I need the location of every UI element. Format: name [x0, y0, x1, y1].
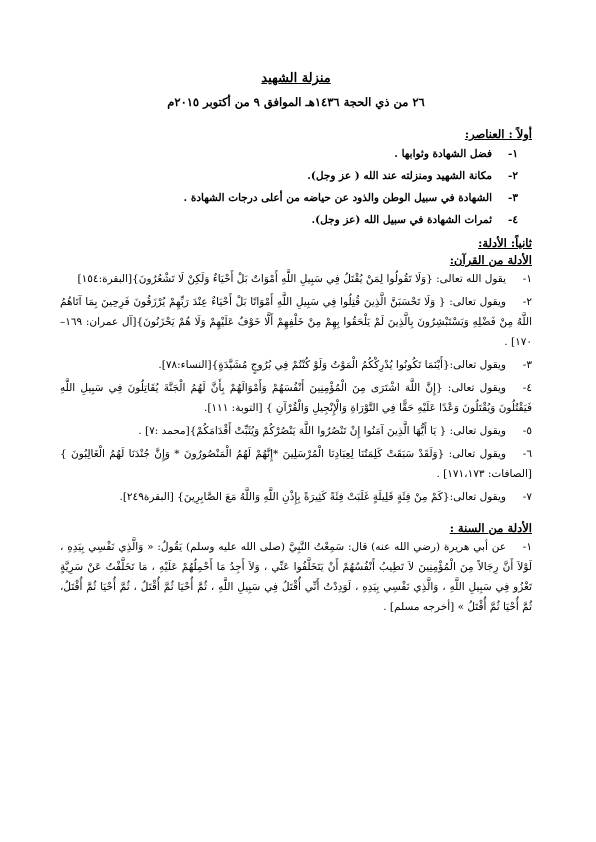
item-number: ٦-: [522, 448, 532, 460]
item-text: مكانة الشهيد ومنزلته عند الله ( عز وجل).: [307, 170, 492, 182]
item-number: ٥-: [522, 425, 532, 437]
item-number: ١-: [508, 148, 518, 160]
document-date: ٢٦ من ذي الحجة ١٤٣٦هـ الموافق ٩ من أكتوبر ٢٠١٥م: [167, 95, 425, 109]
sunnah-evidence-heading: الأدلة من السنة :: [449, 521, 532, 535]
item-text: فضل الشهادة وثوابها .: [394, 148, 492, 160]
item-text: ويقول تعالى: { يَا أَيُّهَا الَّذِينَ آمَنُوا إِنْ تَنْصُرُوا اللَّهَ يَنْصُرْكُمْ وَيُثَبِّتْ أَقْدَامَكُمْ}[محمد :٧] .: [138, 425, 506, 437]
item-text: ويقول تعالى: {إِنَّ اللَّهَ اشْتَرَى مِنَ الْمُؤْمِنِينَ أَنْفُسَهُمْ وَأَمْوَالَهُمْ بِأَنَّ لَهُمُ الْجَنَّةَ يُقَاتِلُونَ فِي سَبِيلِ اللَّهِ فَيَقْتُلُونَ وَيُقْتَلُونَ وَعْدًا عَلَيْهِ حَقًّا فِي التَّوْرَاةِ وَالْإِنْجِيلِ وَالْقُرْآنِ } [التوبة: ١١١].: [60, 382, 532, 414]
item-text: الشهادة في سبيل الوطن والذود عن حياضه من أعلى درجات الشهادة .: [183, 192, 492, 204]
item-number: ٣-: [522, 359, 532, 371]
item-number: ٤-: [508, 214, 518, 226]
quran-evidence-item: [60, 444, 532, 484]
list-item: [60, 169, 518, 184]
sunnah-evidence-item: [60, 537, 532, 617]
item-number: ١-: [522, 541, 532, 553]
elements-heading: أولاً : العناصر:: [464, 127, 532, 141]
item-number: ٧-: [522, 491, 532, 503]
item-text: عن أبي هريرة (رضي الله عنه) قال: سَمِعْتُ النَّبِيَّ (صلى الله عليه وسلم) يَقُولُ: « وَالَّذِي نَفْسِي بِيَدِهِ ، لَوْلاَ أَنَّ رِجَالاً مِنَ الْمُؤْمِنِينَ لاَ تَطِيبُ أَنْفُسُهُمْ أَنْ يَتَخَلَّفُوا عَنِّي ، وَلاَ أَجِدُ مَا أَحْمِلُهُمْ عَلَيْهِ ، مَا تَخَلَّفْتُ عَنْ سَرِيَّةٍ تَغْزُو فِي سَبِيلِ اللَّهِ ، وَالَّذِي نَفْسِي بِيَدِهِ ، لَوَدِدْتُ أَنِّي أُقْتَلُ فِي سَبِيلِ اللَّهِ ، ثُمَّ أُحْيَا ثُمَّ أُقْتَلُ ، ثُمَّ أُحْيَا ثُمَّ أُقْتَلُ، ثُمَّ أُحْيَا ثُمَّ أُقْتَلُ » [أخرجه مسلم] .: [60, 541, 532, 613]
item-number: ٢-: [508, 170, 518, 182]
quran-evidence-item: [60, 421, 532, 441]
list-item: [60, 213, 518, 228]
document-page: [60, 70, 532, 620]
item-text: ويقول تعالى:{أَيْنَمَا تَكُونُوا يُدْرِكْكُمُ الْمَوْتُ وَلَوْ كُنْتُمْ فِي بُرُوجٍ مُشَيَّدَةٍ}[النساء:٧٨].: [158, 359, 506, 371]
list-item: [60, 191, 518, 206]
quran-evidence-item: [60, 487, 532, 507]
quran-evidence-heading: الأدلة من القرآن:: [449, 253, 532, 267]
quran-evidence-item: [60, 292, 532, 352]
document-title: منزلة الشهيد: [261, 71, 331, 86]
item-text: ويقول تعالى: {وَلَقَدْ سَبَقَتْ كَلِمَتُنَا لِعِبَادِنَا الْمُرْسَلِينَ *إِنَّهُمْ لَهُمُ الْمَنْصُورُونَ * وَإِنَّ جُنْدَنَا لَهُمُ الْغَالِبُونَ }[الصافات: ١٧١،١٧٣] .: [60, 448, 532, 480]
item-number: ٤-: [522, 382, 532, 394]
item-text: ويقول تعالى:{كَمْ مِنْ فِئَةٍ قَلِيلَةٍ غَلَبَتْ فِئَةً كَثِيرَةً بِإِذْنِ اللَّهِ وَاللَّهُ مَعَ الصَّابِرِينَ} [البقرة٢٤٩].: [119, 491, 506, 503]
spacer: [60, 510, 532, 520]
evidence-heading: ثانياً: الأدلة:: [478, 236, 532, 250]
item-number: ١-: [522, 273, 532, 285]
item-number: ٢-: [522, 296, 532, 308]
item-number: ٣-: [508, 192, 518, 204]
quran-evidence-item: [60, 378, 532, 418]
quran-evidence-item: [60, 269, 532, 289]
item-text: ويقول تعالى: { وَلَا تَحْسَبَنَّ الَّذِينَ قُتِلُوا فِي سَبِيلِ اللَّهِ أَمْوَاتًا بَلْ أَحْيَاءٌ عِنْدَ رَبِّهِمْ يُرْزَقُونَ فَرِحِينَ بِمَا آتَاهُمُ اللَّهُ مِنْ فَضْلِهِ وَيَسْتَبْشِرُونَ بِالَّذِينَ لَمْ يَلْحَقُوا بِهِمْ مِنْ خَلْفِهِمْ أَلَّا خَوْفٌ عَلَيْهِمْ وَلَا هُمْ يَحْزَنُونَ}[آل عمران: ١٦٩– ١٧٠] .: [60, 296, 532, 348]
item-text: يقول الله تعالى: {وَلَا تَقُولُوا لِمَنْ يُقْتَلُ فِي سَبِيلِ اللَّهِ أَمْوَاتٌ بَلْ أَحْيَاءٌ وَلَكِنْ لَا تَشْعُرُونَ}[البقرة:١٥٤]: [77, 273, 506, 285]
item-text: ثمرات الشهادة في سبيل الله (عز وجل).: [311, 214, 492, 226]
list-item: [60, 147, 518, 162]
quran-evidence-item: [60, 355, 532, 375]
elements-list: [60, 147, 532, 228]
